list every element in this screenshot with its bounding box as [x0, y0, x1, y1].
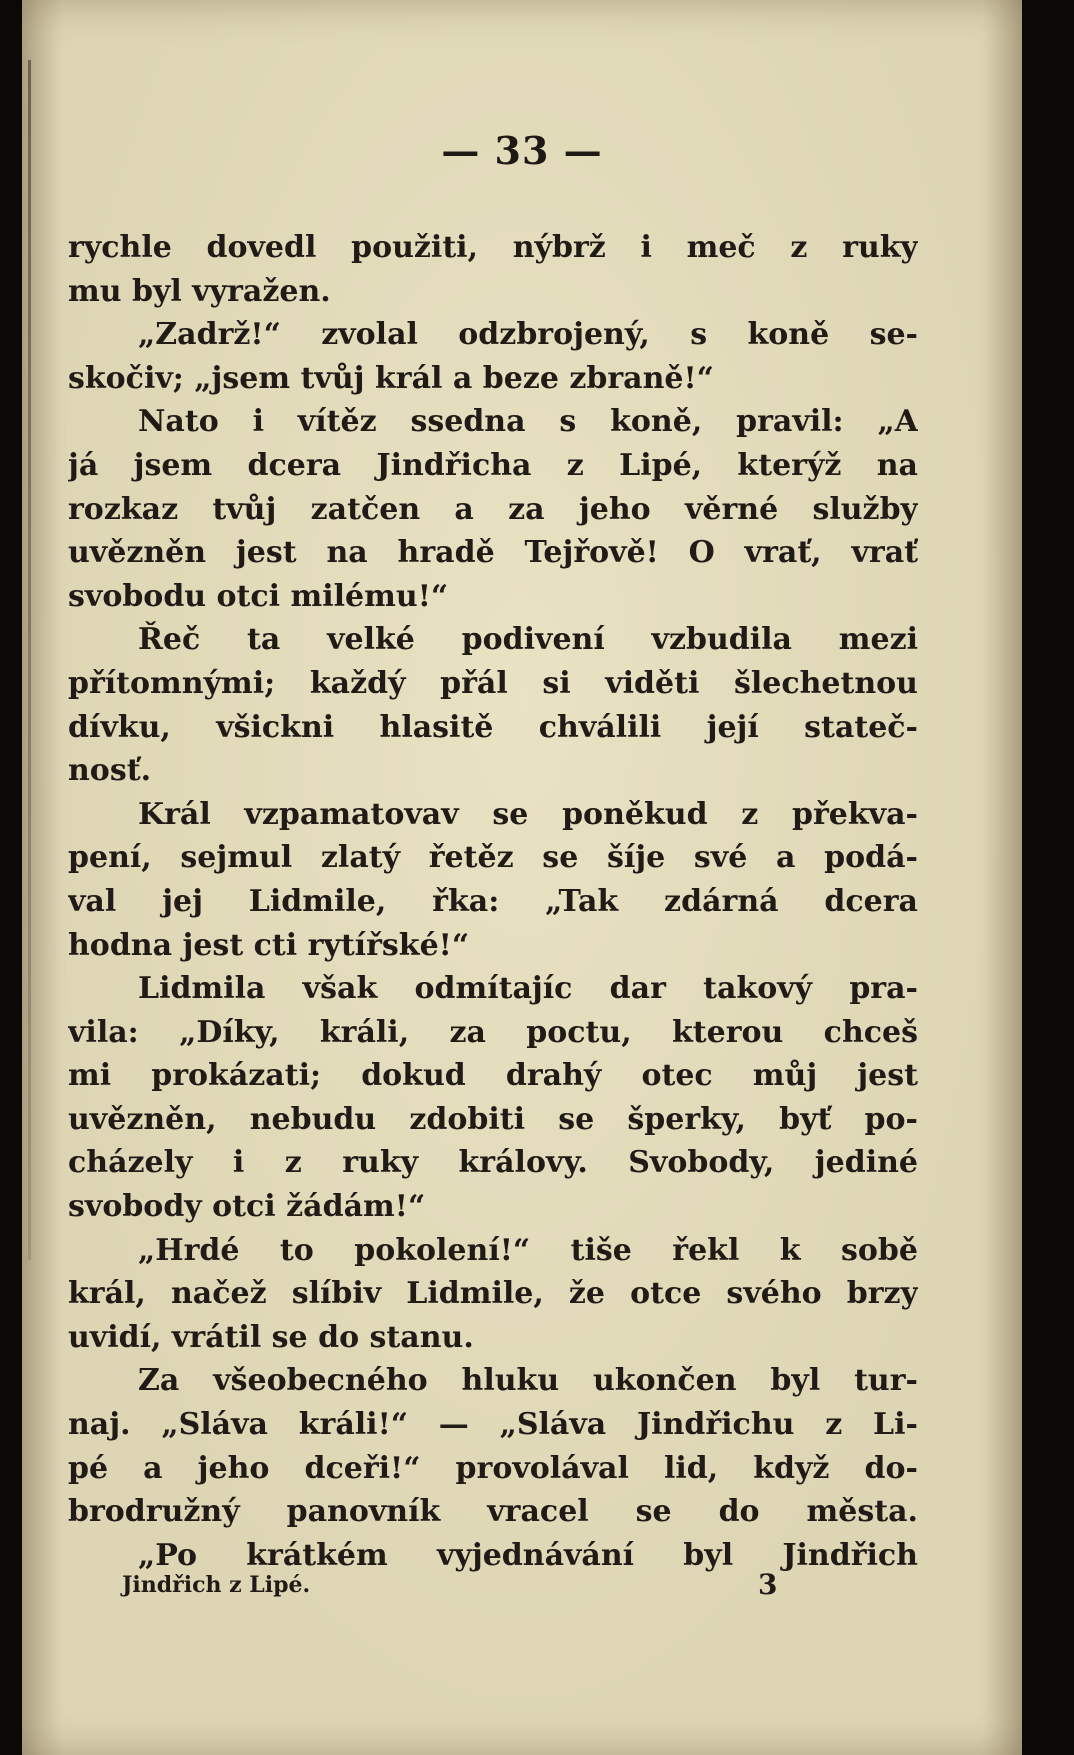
signature-number: 3 — [758, 1568, 778, 1601]
page-footer — [122, 1568, 822, 1608]
page-number: — 33 — — [441, 128, 603, 173]
text-line: já jsem dcera Jindřicha z Lipé, kterýž na — [68, 447, 918, 483]
text-line: Řeč ta velké podivení vzbudila mezi — [138, 622, 918, 658]
text-line: uvidí, vrátil se do stanu. — [68, 1319, 474, 1355]
text-line: Za všeobecného hluku ukončen byl tur- — [138, 1363, 918, 1399]
page-gutter-shadow — [28, 60, 31, 1260]
text-line: uvězněn, nebudu zdobiti se šperky, byť po- — [68, 1101, 918, 1137]
text-line: hodna jest cti rytířské!“ — [68, 927, 470, 963]
text-line: brodružný panovník vracel se do města. — [68, 1494, 918, 1530]
text-line: svobodu otci milému!“ — [68, 578, 449, 614]
text-line: val jej Lidmile, řka: „Tak zdárná dcera — [68, 883, 918, 919]
text-line: rozkaz tvůj zatčen a za jeho věrné služby — [68, 491, 918, 527]
book-page — [22, 0, 1022, 1755]
text-line: dívku, všickni hlasitě chválili její stateč- — [68, 709, 918, 745]
text-line: „Hrdé to pokolení!“ tiše řekl k sobě — [138, 1232, 918, 1268]
text-line: svobody otci žádám!“ — [68, 1189, 426, 1225]
text-line: mi prokázati; dokud drahý otec můj jest — [68, 1058, 918, 1094]
body-text — [68, 226, 918, 1577]
signature-title: Jindřich z Lipé. — [122, 1572, 311, 1598]
text-line: přítomnými; každý přál si viděti šlechetnou — [68, 665, 918, 701]
text-line: Lidmila však odmítajíc dar takový pra- — [138, 971, 918, 1007]
text-line: Nato i vítěz ssedna s koně, pravil: „A — [138, 404, 918, 440]
text-line: skočiv; „jsem tvůj král a beze zbraně!“ — [68, 360, 714, 396]
text-line: pení, sejmul zlatý řetěz se šíje své a podá- — [68, 840, 918, 876]
text-line: rychle dovedl použiti, nýbrž i meč z ruky — [68, 230, 918, 265]
text-line: uvězněn jest na hradě Tejřově! O vrať, vrať — [68, 535, 918, 571]
text-line: „Po krátkém vyjednávání byl Jindřich — [138, 1537, 918, 1573]
text-line: Král vzpamatovav se poněkud z překva- — [138, 796, 918, 832]
text-line: naj. „Sláva králi!“ — „Sláva Jindřichu z Li- — [68, 1407, 918, 1443]
text-line: mu byl vyražen. — [68, 273, 331, 309]
text-line: nosť. — [68, 753, 152, 789]
text-line: král, načež slíbiv Lidmile, že otce svého brzy — [68, 1276, 918, 1312]
text-line: cházely i z ruky královy. Svobody, jediné — [68, 1145, 918, 1181]
text-line: „Zadrž!“ zvolal odzbrojený, s koně se- — [138, 317, 918, 353]
text-line: vila: „Díky, králi, za poctu, kterou chceš — [68, 1014, 918, 1050]
text-line: pé a jeho dceři!“ provolával lid, když do- — [68, 1450, 918, 1486]
